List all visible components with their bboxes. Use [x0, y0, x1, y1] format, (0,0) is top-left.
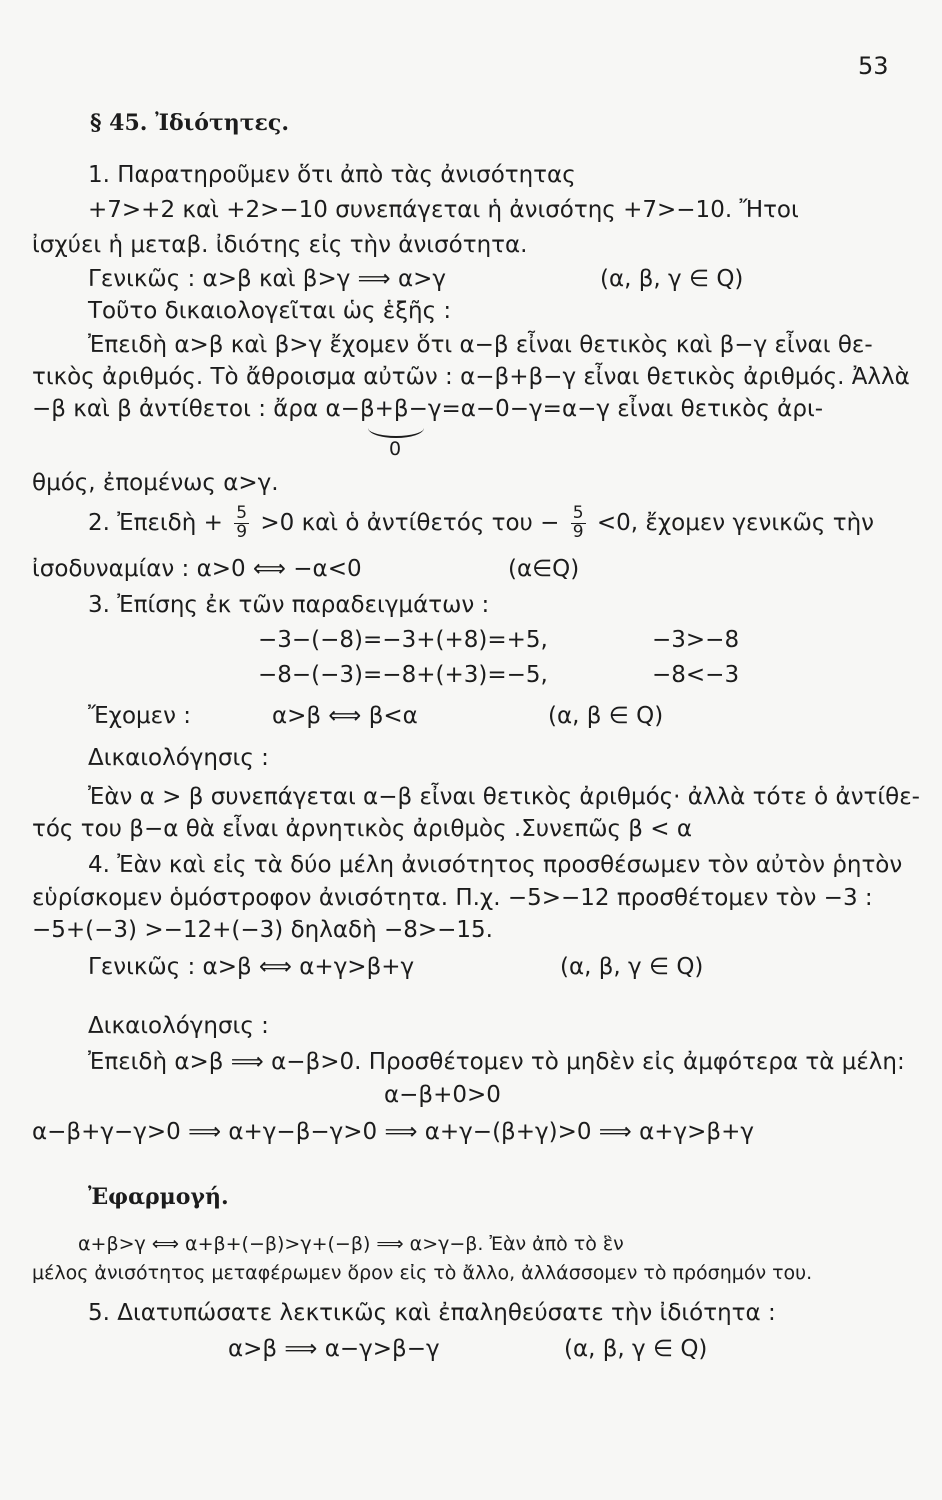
p4-general-rule: Γενικῶς : α>β ⟺ α+γ>β+γ	[88, 954, 415, 980]
p3-example-1: −3−(−8)=−3+(+8)=+5,	[258, 627, 548, 653]
p5-line-1: 5. Διατυπώσατε λεκτικῶς καὶ ἐπαληθεύσατε τὴν ἰδιότητα :	[88, 1300, 776, 1326]
p4-justification-3: α−β+γ−γ>0 ⟹ α+γ−β−γ>0 ⟹ α+γ−(β+γ)>0 ⟹ α+γ>β+γ	[32, 1119, 754, 1145]
p1-line-2: +7>+2 καὶ +2>−10 συνεπάγεται ἡ ἀνισότης +7>−10. Ἤτοι	[88, 197, 799, 223]
p3-have-label: Ἔχομεν :	[88, 703, 191, 729]
fraction-numerator: 5	[572, 503, 584, 523]
p4-general-condition: (α, β, γ ∈ Q)	[560, 954, 704, 980]
fraction-denominator: 9	[572, 521, 584, 542]
p4-line-1: 4. Ἐὰν καὶ εἰς τὰ δύο μέλη ἀνισότητος προσθέσωμεν τὸν αὐτὸν ῥητὸν	[88, 852, 903, 878]
p1-line-5: Τοῦτο δικαιολογεῖται ὡς ἑξῆς :	[88, 298, 452, 324]
underbrace-zero: 0	[389, 438, 402, 460]
section-number: § 45.	[90, 110, 148, 136]
p3-example-1-result: −3>−8	[652, 627, 740, 653]
p3-example-2: −8−(−3)=−8+(+3)=−5,	[258, 662, 548, 688]
section-title: Ἰδιότητες.	[155, 110, 289, 136]
p4-justification-heading: Δικαιολόγησις :	[88, 1013, 269, 1039]
page-number: 53	[858, 52, 889, 80]
p1-general-rule: Γενικῶς : α>β καὶ β>γ ⟹ α>γ	[88, 266, 446, 292]
p2-text-b: >0 καὶ ὁ ἀντίθετός του −	[260, 509, 560, 536]
p5-rule: α>β ⟹ α−γ>β−γ	[228, 1336, 440, 1362]
p4-justification-2: α−β+0>0	[384, 1082, 501, 1108]
p3-example-2-result: −8<−3	[652, 662, 740, 688]
p3-have-rule: α>β ⟺ β<α	[272, 703, 418, 729]
p4-line-2: εὑρίσκομεν ὁμόστροφον ἀνισότητα. Π.χ. −5>−12 προσθέτομεν τὸν −3 :	[32, 885, 873, 911]
p1-line-9: θμός, ἐπομένως α>γ.	[32, 470, 279, 496]
fraction-minus-5-9	[571, 505, 586, 542]
p1-line-7: τικὸς ἀριθμός. Τὸ ἄθροισμα αὐτῶν : α−β+β−γ εἶναι θετικὸς ἀριθμός. Ἀλλὰ	[32, 364, 910, 390]
p4-line-3: −5+(−3) >−12+(−3) δηλαδὴ −8>−15.	[32, 917, 493, 943]
p2-condition: (α∈Q)	[508, 556, 580, 582]
p1-line-6: Ἐπειδὴ α>β καὶ β>γ ἔχομεν ὅτι α−β εἶναι θετικὸς καὶ β−γ εἶναι θε-	[88, 332, 873, 358]
p1-line-3: ἰσχύει ἡ μεταβ. ἰδιότης εἰς τὴν ἀνισότητα.	[32, 232, 528, 258]
p2-line-2: ἰσοδυναμίαν : α>0 ⟺ −α<0	[32, 556, 362, 582]
p5-condition: (α, β, γ ∈ Q)	[564, 1336, 708, 1362]
p3-justification-2: τός του β−α θὰ εἶναι ἀρνητικὸς ἀριθμὸς .Συνεπῶς β < α	[32, 816, 693, 842]
p3-justification-1: Ἐὰν α > β συνεπάγεται α−β εἶναι θετικὸς ἀριθμός· ἀλλὰ τότε ὁ ἀντίθε-	[88, 784, 920, 810]
section-heading	[90, 110, 289, 136]
p3-have-condition: (α, β ∈ Q)	[548, 703, 664, 729]
p3-line-1: 3. Ἐπίσης ἐκ τῶν παραδειγμάτων :	[88, 592, 490, 618]
underbrace	[368, 418, 424, 438]
fraction-5-9	[234, 505, 249, 542]
p1-line-8: −β καὶ β ἀντίθετοι : ἄρα α−β+β−γ=α−0−γ=α−γ εἶναι θετικὸς ἀρι-	[32, 396, 824, 422]
application-line-2: μέλος ἀνισότητος μεταφέρωμεν ὅρον εἰς τὸ ἄλλο, ἀλλάσσομεν τὸ πρόσημόν του.	[32, 1262, 813, 1284]
p2-text-a: 2. Ἐπειδὴ +	[88, 509, 223, 536]
p3-justification-heading: Δικαιολόγησις :	[88, 745, 269, 771]
fraction-denominator: 9	[236, 521, 248, 542]
p1-general-condition: (α, β, γ ∈ Q)	[600, 266, 744, 292]
application-line-1: α+β>γ ⟺ α+β+(−β)>γ+(−β) ⟹ α>γ−β. Ἐὰν ἀπὸ τὸ ἓν	[78, 1233, 624, 1255]
fraction-numerator: 5	[236, 503, 248, 523]
p1-line-1: 1. Παρατηροῦμεν ὅτι ἀπὸ τὰς ἀνισότητας	[88, 162, 576, 188]
application-title: Ἐφαρμογή.	[88, 1184, 229, 1210]
p4-justification-1: Ἐπειδὴ α>β ⟹ α−β>0. Προσθέτομεν τὸ μηδὲν εἰς ἀμφότερα τὰ μέλη:	[88, 1049, 905, 1075]
p2-line-1	[88, 505, 874, 542]
p2-text-c: <0, ἔχομεν γενικῶς τὴν	[596, 509, 875, 536]
